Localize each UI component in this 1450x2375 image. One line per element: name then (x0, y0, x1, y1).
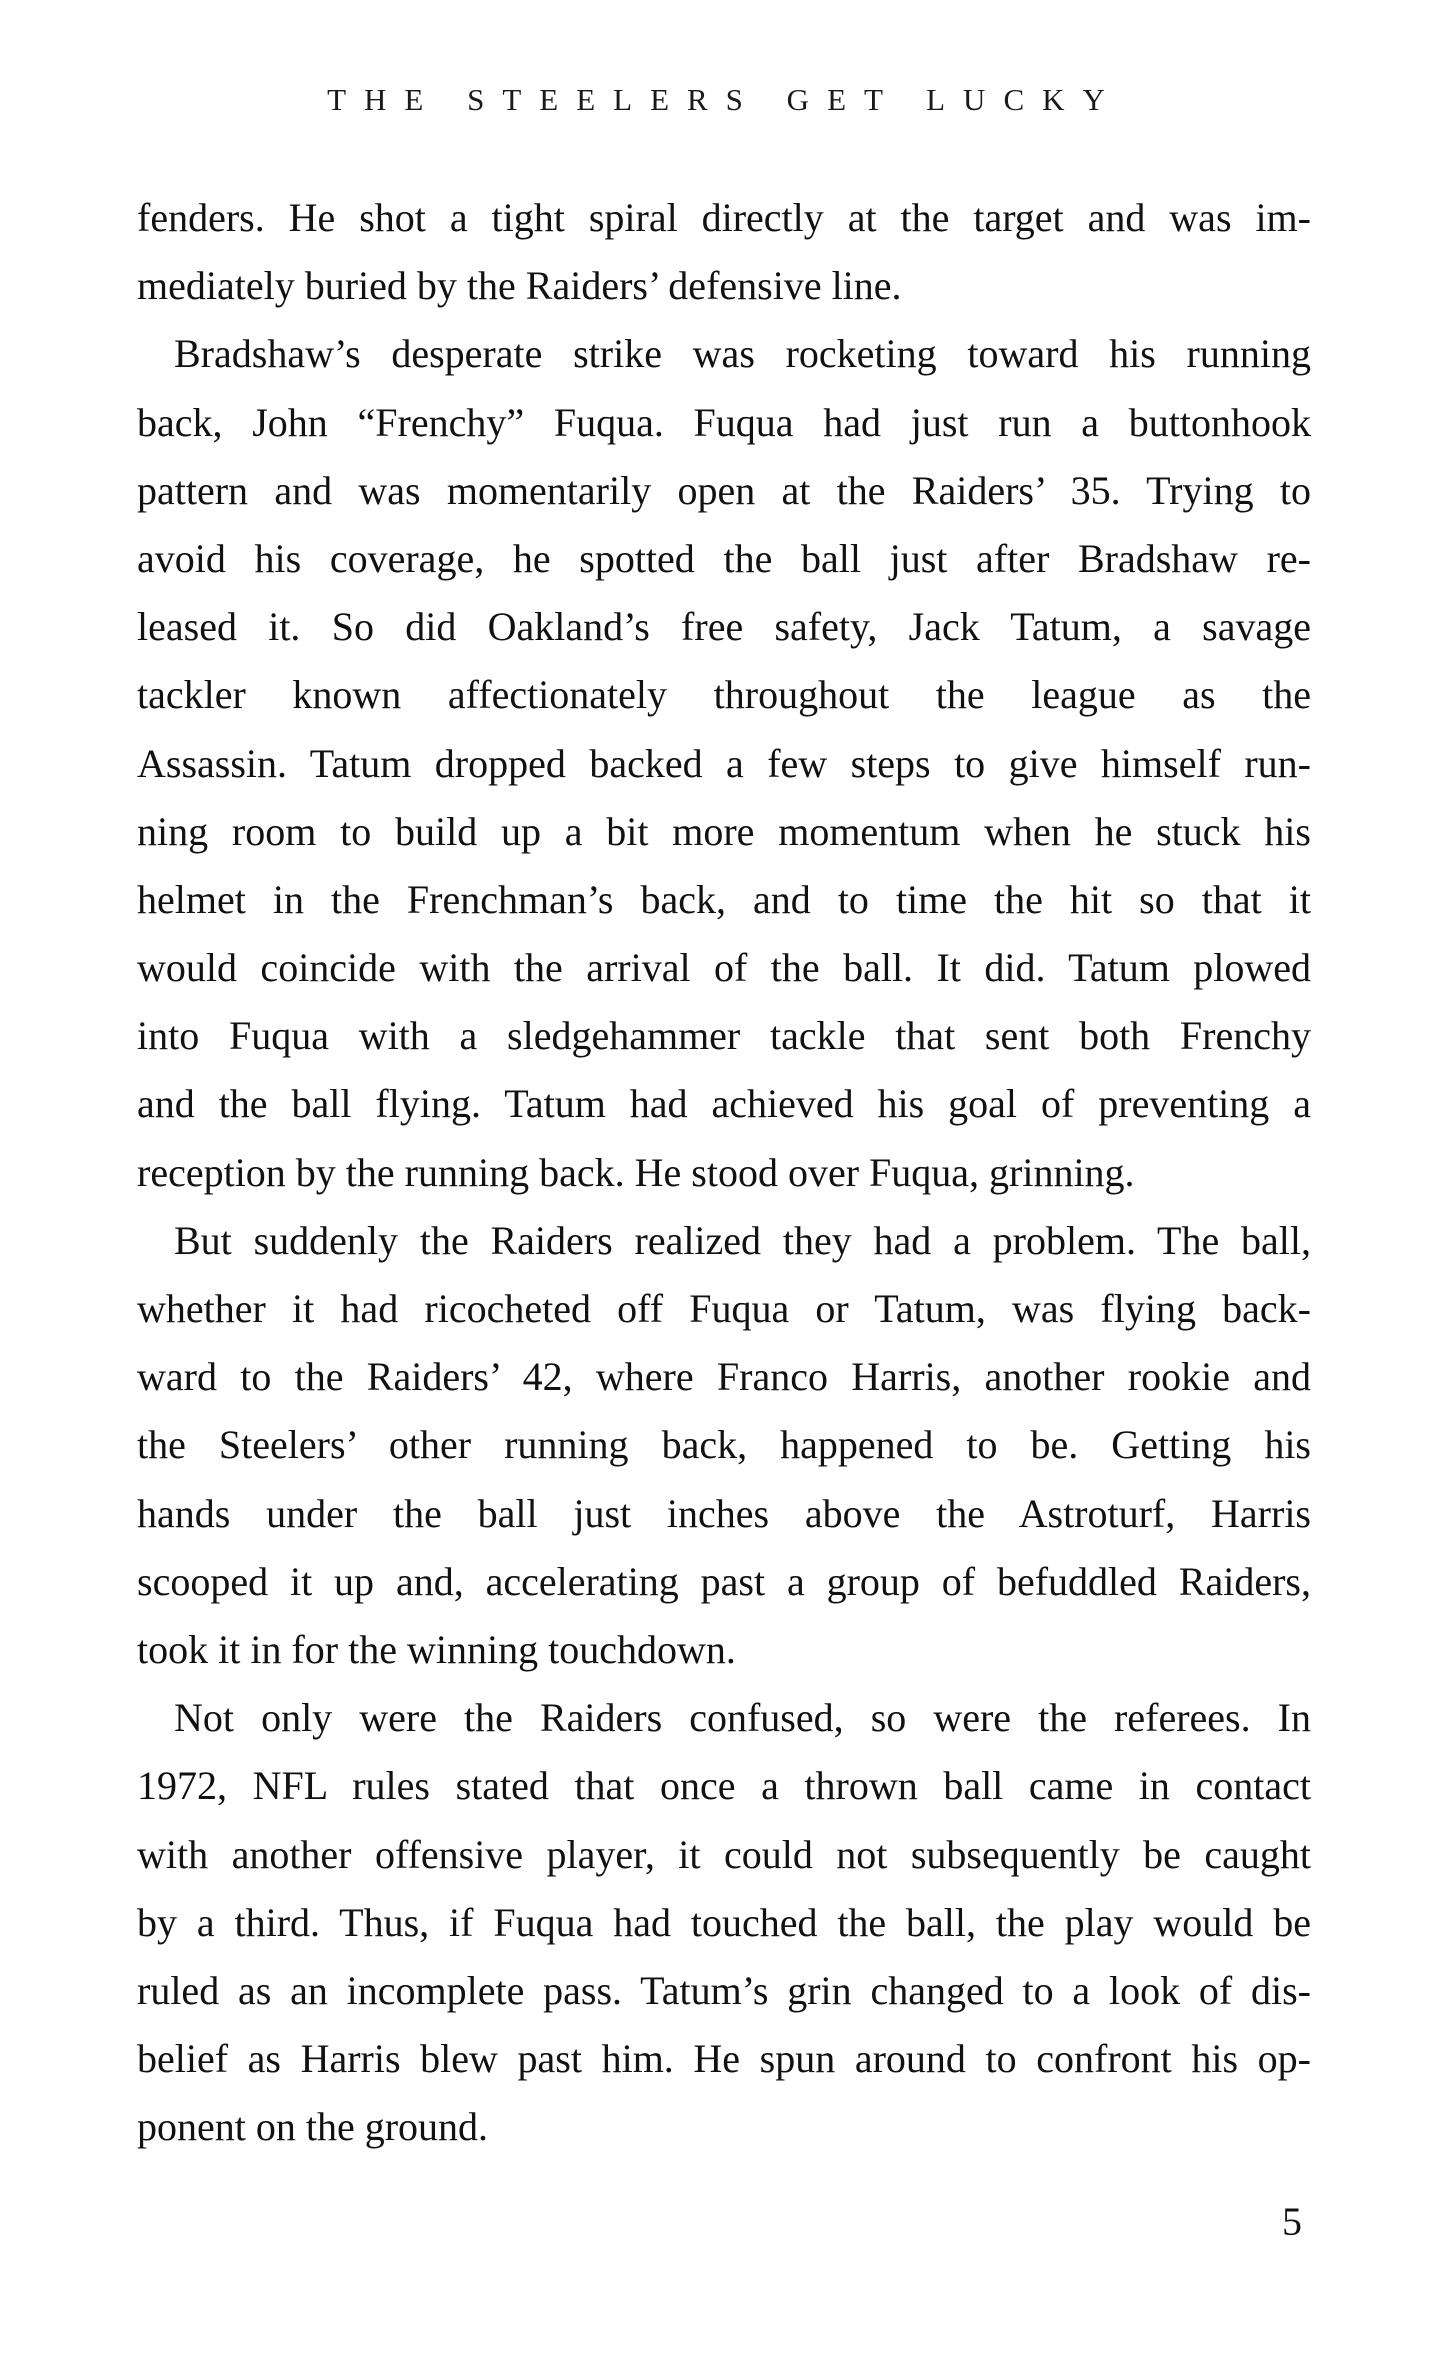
text-line: Not only were the Raiders confused, so were the referees. In (174, 1695, 1311, 1741)
text-line: with another offensive player, it could not subsequently be caught (137, 1831, 1311, 1877)
body-text (137, 184, 1311, 2161)
text-line: took it in for the winning touchdown. (137, 1626, 736, 1672)
text-line: scooped it up and, accelerating past a group of befuddled Raiders, (137, 1558, 1311, 1604)
text-line: tackler known affectionately throughout the league as the (137, 672, 1311, 718)
text-line: hands under the ball just inches above the Astroturf, Harris (137, 1490, 1311, 1536)
text-line: mediately buried by the Raiders’ defensive line. (137, 263, 902, 309)
text-line: the Steelers’ other running back, happened to be. Getting his (137, 1422, 1311, 1468)
running-head: THE STEELERS GET LUCKY (327, 82, 1123, 117)
text-line: But suddenly the Raiders realized they had a problem. The ball, (174, 1217, 1311, 1263)
text-line: back, John “Frenchy” Fuqua. Fuqua had just run a buttonhook (137, 399, 1311, 445)
text-line: by a third. Thus, if Fuqua had touched the ball, the play would be (137, 1899, 1311, 1945)
text-line: helmet in the Frenchman’s back, and to time the hit so that it (137, 876, 1311, 922)
text-line: pattern and was momentarily open at the Raiders’ 35. Trying to (137, 467, 1311, 513)
text-line: and the ball flying. Tatum had achieved his goal of preventing a (137, 1081, 1311, 1127)
text-line: would coincide with the arrival of the ball. It did. Tatum plowed (137, 945, 1311, 991)
text-line: reception by the running back. He stood over Fuqua, grinning. (137, 1149, 1135, 1195)
text-line: ponent on the ground. (137, 2104, 489, 2150)
text-line: belief as Harris blew past him. He spun around to confront his op- (137, 2036, 1311, 2082)
text-line: avoid his coverage, he spotted the ball just after Bradshaw re- (137, 535, 1311, 581)
text-line: into Fuqua with a sledgehammer tackle that sent both Frenchy (137, 1013, 1311, 1059)
text-line: ward to the Raiders’ 42, where Franco Harris, another rookie and (137, 1354, 1311, 1400)
text-line: whether it had ricocheted off Fuqua or Tatum, was flying back- (137, 1286, 1311, 1331)
text-line: fenders. He shot a tight spiral directly at the target and was im- (137, 195, 1311, 240)
text-line: ruled as an incomplete pass. Tatum’s grin changed to a look of dis- (137, 1967, 1311, 2013)
page-number: 5 (1282, 2199, 1302, 2244)
text-line: 1972, NFL rules stated that once a thrown ball came in contact (137, 1763, 1311, 1809)
text-line: ning room to build up a bit more momentum when he stuck his (137, 808, 1311, 854)
text-line: Bradshaw’s desperate strike was rocketing toward his running (174, 331, 1311, 377)
text-line: Assassin. Tatum dropped backed a few steps to give himself run- (137, 740, 1311, 786)
text-line: leased it. So did Oakland’s free safety, Jack Tatum, a savage (137, 604, 1311, 650)
